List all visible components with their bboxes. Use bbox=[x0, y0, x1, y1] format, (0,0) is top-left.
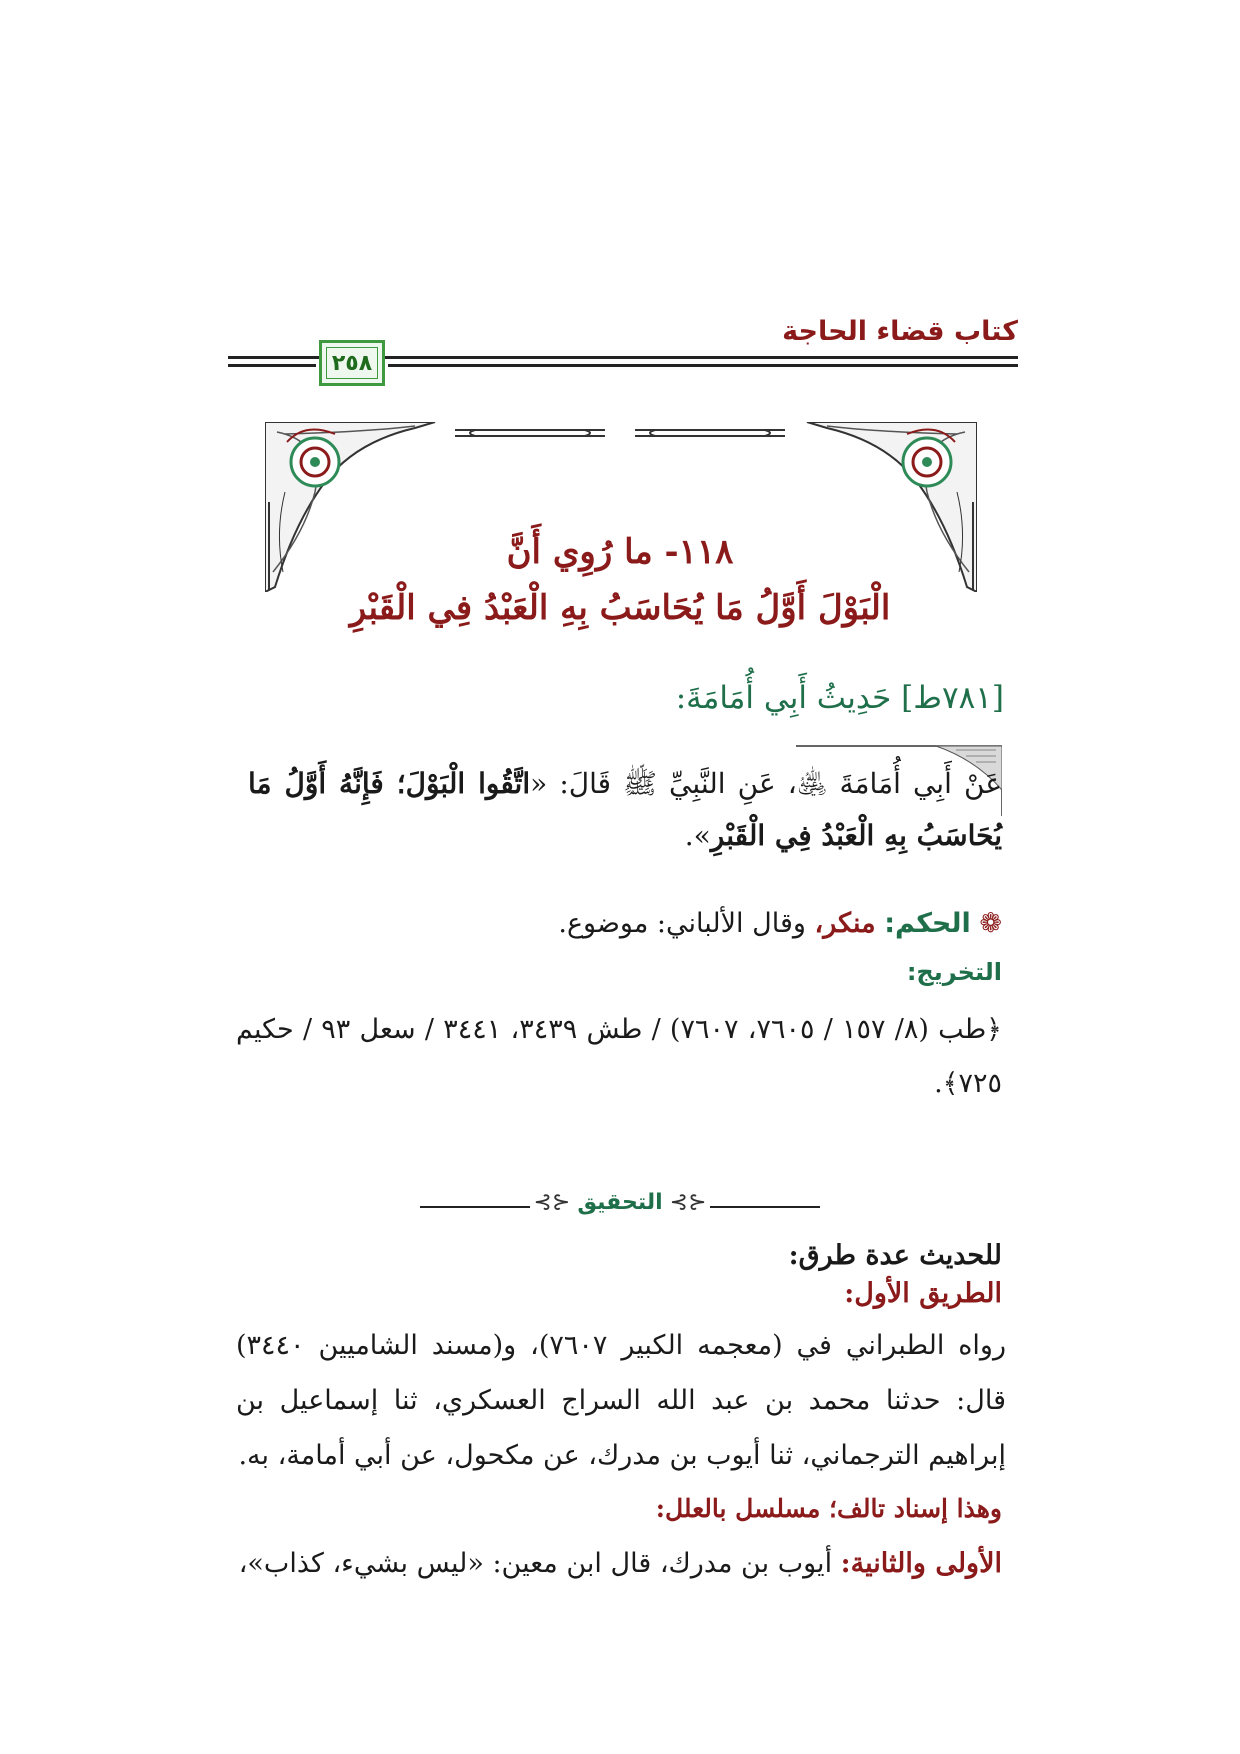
ruling-rest: وقال الألباني: موضوع. bbox=[558, 908, 806, 939]
last-line bbox=[239, 1548, 1002, 1579]
chapter-title-line-1: ١١٨- ما رُوِي أَنَّ bbox=[506, 532, 734, 572]
divider-ornament-icon: ⊰⊱ bbox=[533, 1190, 578, 1215]
takhrij-text: ﴿طب (٨/ ١٥٧ / ٧٦٠٥، ٧٦٠٧) / طش ٣٤٣٩، ٣٤٤١ / سعل ٩٣ / حكيم ٧٢٥﴾. bbox=[236, 1014, 1002, 1099]
chapter-title bbox=[270, 524, 970, 636]
top-scroll-ornament bbox=[455, 430, 785, 436]
first-path-heading: الطريق الأول: bbox=[844, 1278, 1002, 1309]
hadith-heading: [٧٨١ط] حَدِيثُ أَبِي أُمَامَةَ: bbox=[675, 680, 1004, 716]
takhrij-label: التخريج: bbox=[906, 958, 1002, 986]
ruling-label: الحكم: bbox=[884, 908, 971, 939]
running-header bbox=[228, 312, 1018, 392]
hadith-quote: اتَّقُوا الْبَوْلَ؛ فَإِنَّهُ أَوَّلُ مَا يُحَاسَبُ بِهِ الْعَبْدُ فِي الْقَبْرِ bbox=[248, 767, 1002, 852]
body-paragraph: رواه الطبراني في (معجمه الكبير ٧٦٠٧)، و(مسند الشاميين ٣٤٤٠) قال: حدثنا محمد بن عبد الله السراج العسكري، ثنا إسماعيل بن إبراهيم الترجماني، ثنا أيوب بن مدرك، عن مكحول، عن أبي أمامة، به. bbox=[236, 1330, 1006, 1471]
tahqiq-divider bbox=[420, 1190, 820, 1220]
paths-intro: للحديث عدة طرق: bbox=[788, 1240, 1002, 1271]
page-number: ٢٥٨ bbox=[331, 350, 373, 376]
hadith-intro: عَنْ أَبِي أُمَامَةَ ﵁، عَنِ النَّبِيِّ ﷺ قَالَ: « bbox=[530, 767, 1002, 800]
page-number-box bbox=[319, 340, 385, 386]
header-rule-right bbox=[388, 364, 1018, 367]
hadith-end: ». bbox=[684, 819, 711, 852]
book-title: كتاب قضاء الحاجة bbox=[782, 316, 1018, 347]
hadith-box bbox=[236, 740, 1002, 885]
chapter-title-line-2: الْبَوْلَ أَوَّلُ مَا يُحَاسَبُ بِهِ الْعَبْدُ فِي الْقَبْرِ bbox=[349, 588, 891, 628]
tahqiq-label: التحقيق bbox=[577, 1190, 663, 1215]
tahqiq-heading bbox=[420, 1190, 820, 1215]
header-rule-left bbox=[228, 364, 316, 367]
flower-bullet-icon: ❁ bbox=[979, 908, 1002, 939]
ruling-line bbox=[558, 908, 1002, 939]
last-line-text: أيوب بن مدرك، قال ابن معين: «ليس بشيء، كذاب»، bbox=[238, 1548, 833, 1579]
isnad-note: وهذا إسناد تالف؛ مسلسل بالعلل: bbox=[655, 1494, 1002, 1523]
last-line-label: الأولى والثانية: bbox=[840, 1548, 1002, 1579]
hadith-text bbox=[248, 758, 1002, 862]
ruling-value: منكر، bbox=[814, 908, 876, 939]
divider-ornament-icon: ⊰⊱ bbox=[662, 1190, 707, 1215]
